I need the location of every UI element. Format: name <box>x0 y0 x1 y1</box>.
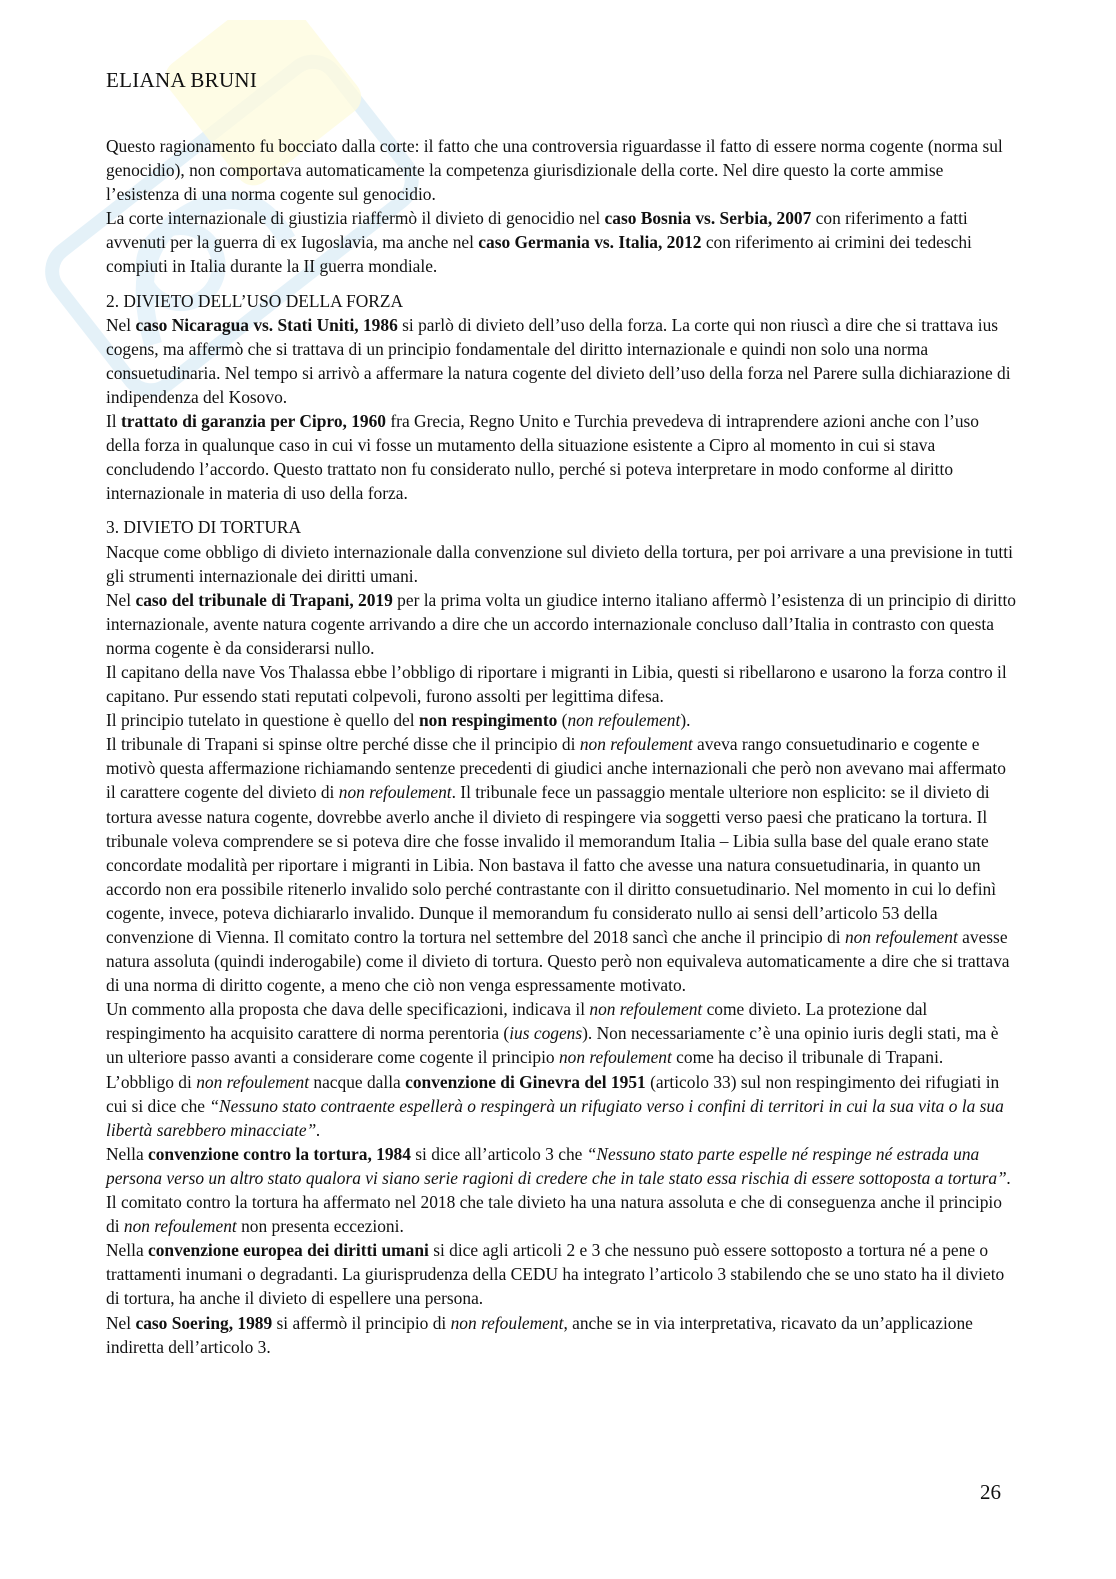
bold-text: caso Germania vs. Italia, 2012 <box>478 232 702 253</box>
paragraph <box>106 1238 1016 1310</box>
text-run: si affermò il principio di <box>272 1312 451 1333</box>
text-run: nacque dalla <box>309 1071 406 1092</box>
italic-text: non refoulement <box>567 710 681 731</box>
italic-text: non refoulement <box>196 1071 310 1092</box>
text-run: ). <box>680 710 691 731</box>
text-run: con riferimento ai crimini dei tedeschi compiuti in Italia durante la II guerra mondiale. <box>106 232 972 277</box>
text-run: fra Grecia, Regno Unito e Turchia prevedeva di intraprendere azioni anche con l’uso della forza in qualunque caso in cui vi fosse un mutamento della situazione esistente a Cipro al momento in cui si stava concludendo l’accordo. Questo trattato non fu considerato nullo, perché si poteva interpretare in modo conforme al diritto internazionale in materia di uso della forza. <box>106 411 980 504</box>
text-run: . Il tribunale fece un passaggio mentale ulteriore non esplicito: se il divieto di tortura avesse natura cogente, dovrebbe averlo anche il divieto di respingere via soggetti verso paesi che praticano la tortura. Il tribunale voleva comprendere se si poteva dire che fosse invalido il memorandum Italia – Libia sulla base del quale erano state concordate modalità per riportare i migranti in Libia. Non bastava il fatto che avesse una natura consuetudinaria, in quanto un accordo non era possibile ritenerlo invalido solo perché contrastante con il diritto consuetudinario. Nel momento in cui lo definì cogente, invece, poteva dichiararlo invalido. Dunque il memorandum fu considerato nullo ai sensi dell’articolo 53 della convenzione di Vienna. Il comitato contro la tortura nel settembre del 2018 sancì che anche il principio di <box>106 782 997 947</box>
italic-text: “Nessuno stato parte espelle né respinge né estrada una persona verso un altro stato qualora vi siano serie ragioni di credere che in tale stato essa rischia di essere sottoposta a tortura”. <box>106 1143 1012 1188</box>
italic-text: ius cogens <box>509 1023 583 1044</box>
italic-text: non refoulement <box>579 734 693 755</box>
text-run: con riferimento a fatti avvenuti per la guerra di ex Iugoslavia, ma anche nel <box>106 208 968 253</box>
paragraph <box>106 1070 1016 1142</box>
text-run: Nel <box>106 589 136 610</box>
text-run: aveva rango consuetudinario e cogente e motivò questa affermazione richiamando sentenze precedenti di giudici anche internazionali che però non avevano mai affermato il carattere cogente del divieto di <box>106 734 1006 803</box>
bold-text: convenzione contro la tortura, 1984 <box>148 1143 411 1164</box>
text-run: L’obbligo di <box>106 1071 197 1092</box>
bold-text: caso Soering, 1989 <box>135 1312 273 1333</box>
document-body <box>106 134 1016 1359</box>
bold-text: convenzione europea dei diritti umani <box>148 1240 429 1261</box>
italic-text: non refoulement <box>450 1312 564 1333</box>
bold-text: caso Nicaragua vs. Stati Uniti, 1986 <box>135 314 398 335</box>
paragraph <box>106 660 1016 708</box>
text-run: (articolo 33) sul non respingimento dei rifugiati in cui si dice che <box>106 1071 1000 1116</box>
text-run: Il capitano della nave Vos Thalassa ebbe l’obbligo di riportare i migranti in Libia, questi si ribellarono e usarono la forza contro il capitano. Pur essendo stati reputati colpevoli, furono assolti per legittima difesa. <box>106 661 1007 707</box>
text-run: Nacque come obbligo di divieto internazionale dalla convenzione sul divieto della tortura, per poi arrivare a una previsione in tutti gli strumenti internazionale dei diritti umani. <box>106 541 1013 586</box>
section-heading <box>106 289 1016 313</box>
italic-text: non refoulement <box>844 927 958 947</box>
text-run: Nella <box>106 1143 149 1164</box>
section-gap <box>106 505 1016 515</box>
text-run: 2. DIVIETO DELL’USO DELLA FORZA <box>106 290 404 311</box>
text-run: Il tribunale di Trapani si spinse oltre perché disse che il principio di <box>106 734 580 755</box>
text-run: La corte internazionale di giustizia riaffermò il divieto di genocidio nel <box>106 208 605 229</box>
paragraph <box>106 540 1016 588</box>
text-run: Il principio tutelato in questione è quello del <box>106 710 419 731</box>
text-run: , anche se in via interpretativa, ricavato da un’applicazione indiretta dell’articolo 3. <box>106 1312 973 1357</box>
paragraph <box>106 206 1016 278</box>
text-run: ). Non necessariamente c’è una opinio iuris degli stati, ma è un ulteriore passo avanti a considerare come cogente il principio <box>106 1023 999 1068</box>
text-run: avesse natura assoluta (quindi inderogabile) come il divieto di tortura. Questo però non equivaleva automaticamente a dire che si trattava di una norma di diritto cogente, a meno che ciò non venga espressamente motivato. <box>106 927 1010 996</box>
italic-text: non refoulement <box>558 1047 672 1068</box>
paragraph <box>106 732 1016 997</box>
italic-text: non refoulement <box>123 1216 237 1237</box>
paragraph <box>106 588 1016 660</box>
text-run: Questo ragionamento fu bocciato dalla corte: il fatto che una controversia riguardasse il fatto di essere norma cogente (norma sul genocidio), non comportava automaticamente la competenza giurisdizionale della corte. Nel dire questo la corte ammise l’esistenza di una norma cogente sul genocidio. <box>106 136 1003 205</box>
page-number: 26 <box>980 1480 1001 1504</box>
paragraph <box>106 134 1016 206</box>
paragraph <box>106 997 1016 1069</box>
bold-text: trattato di garanzia per Cipro, 1960 <box>120 411 387 432</box>
text-run: per la prima volta un giudice interno italiano affermò l’esistenza di un principio di diritto internazionale, avente natura cogente arrivando a dire che un accordo internazionale concluso dall’Italia in contrasto con questa norma cogente è da considerarsi nullo. <box>106 589 1016 658</box>
paragraph <box>106 1311 1016 1359</box>
paragraph <box>106 1142 1016 1238</box>
header-author: ELIANA BRUNI <box>106 68 258 92</box>
italic-text: “Nessuno stato contraente espellerà o respingerà un rifugiato verso i confini di territori in cui la sua vita o la sua libertà sarebbero minacciate”. <box>106 1095 1004 1140</box>
text-run: Nel <box>106 314 136 335</box>
paragraph <box>106 708 1016 732</box>
section-gap <box>106 279 1016 289</box>
text-run: si parlò di divieto dell’uso della forza. La corte qui non riuscì a dire che si trattava ius cogens, ma affermò che si trattava di un principio fondamentale del diritto internazionale e quindi non solo una norma consuetudinaria. Nel tempo si arrivò a affermare la natura cogente del divieto dell’uso della forza nel Parere sulla dichiarazione di indipendenza del Kosovo. <box>106 314 1011 407</box>
text-run: come divieto. La protezione dal respingimento ha acquisito carattere di norma perentoria ( <box>106 999 928 1044</box>
italic-text: non refoulement <box>589 999 703 1020</box>
text-run: ( <box>557 710 568 731</box>
text-run: Nel <box>106 1312 136 1333</box>
text-run: Nella <box>106 1240 149 1261</box>
text-run: Un commento alla proposta che dava delle specificazioni, indicava il <box>106 999 590 1020</box>
bold-text: caso Bosnia vs. Serbia, 2007 <box>604 208 812 229</box>
text-run: non presenta eccezioni. <box>236 1216 404 1237</box>
text-run: si dice all’articolo 3 che <box>410 1143 587 1164</box>
bold-text: caso del tribunale di Trapani, 2019 <box>135 589 393 610</box>
section-heading <box>106 515 1016 539</box>
text-run: Il <box>106 411 121 432</box>
bold-text: non respingimento <box>418 710 558 731</box>
text-run: si dice agli articoli 2 e 3 che nessuno può essere sottoposto a tortura né a pene o trattamenti inumani o degradanti. La giurisprudenza della CEDU ha integrato l’articolo 3 stabilendo che se uno stato ha il divieto di tortura, ha anche il divieto di espellere una persona. <box>106 1240 1005 1309</box>
bold-text: convenzione di Ginevra del 1951 <box>405 1071 646 1092</box>
paragraph <box>106 409 1016 505</box>
italic-text: non refoulement <box>338 782 452 803</box>
text-run: come ha deciso il tribunale di Trapani. <box>671 1047 944 1068</box>
text-run: Il comitato contro la tortura ha affermato nel 2018 che tale divieto ha una natura assoluta e che di conseguenza anche il principio di <box>106 1192 1002 1237</box>
paragraph <box>106 313 1016 409</box>
text-run: 3. DIVIETO DI TORTURA <box>106 517 302 538</box>
